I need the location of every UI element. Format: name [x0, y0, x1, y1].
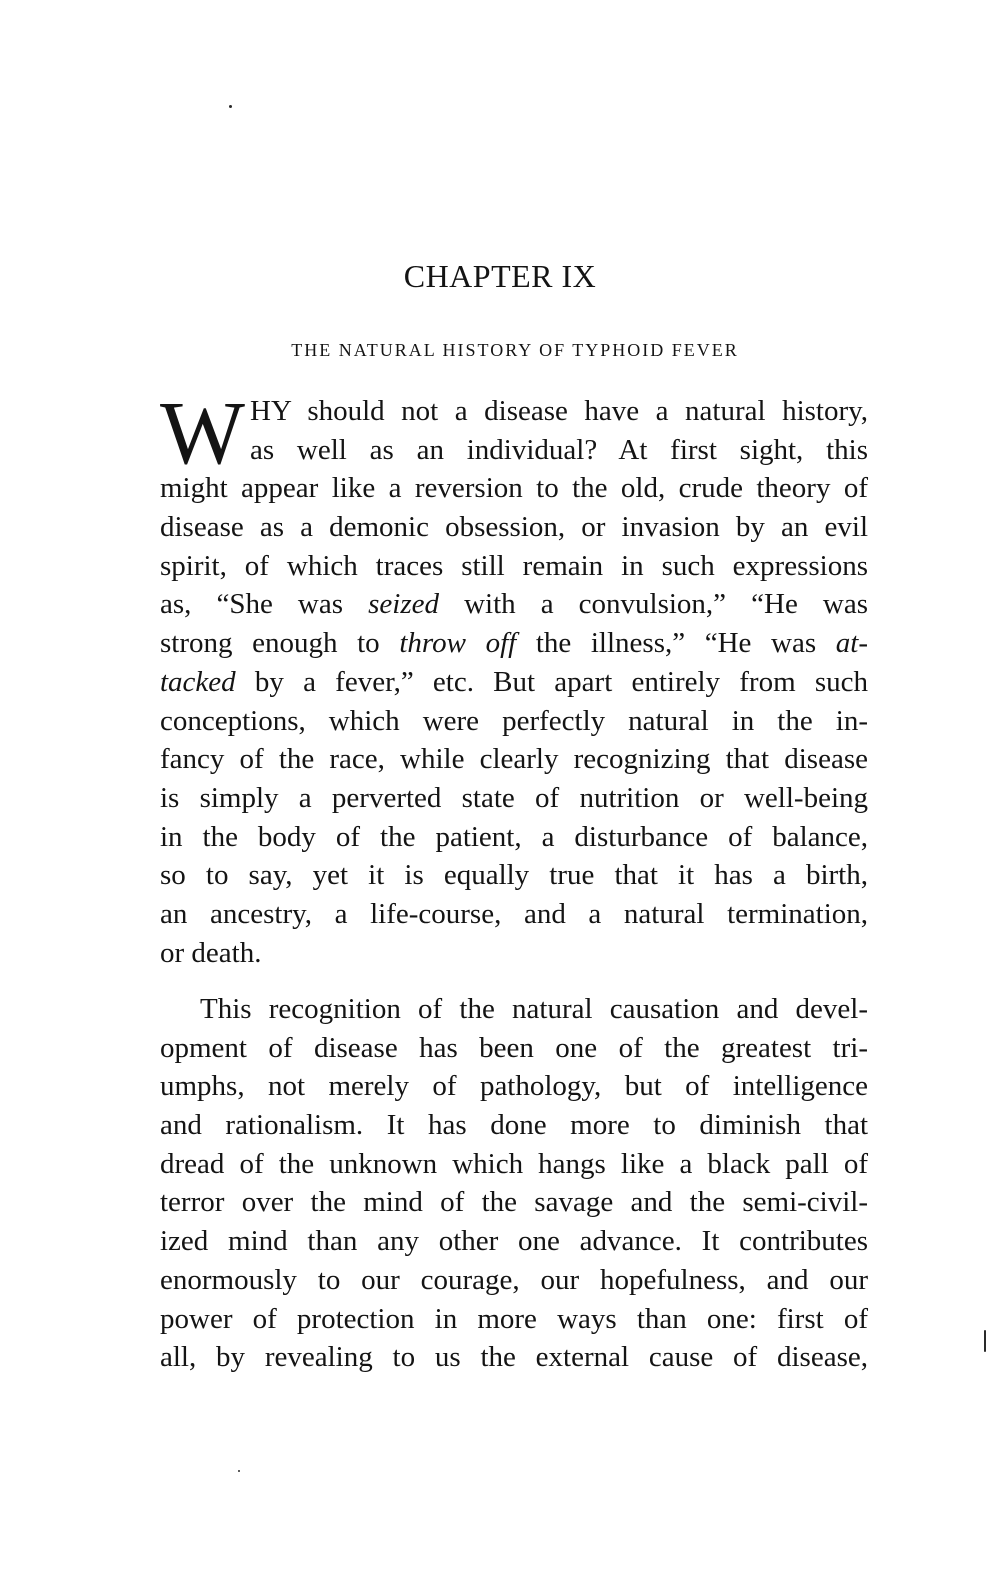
- paragraph-2-line: umphs, not merely of pathology, but of intelligence: [160, 1070, 868, 1103]
- ink-speck: [238, 1470, 240, 1472]
- ink-speck: [229, 105, 232, 108]
- ink-speck: [984, 1330, 986, 1352]
- paragraph-2-line: and rationalism. It has done more to diminish that: [160, 1109, 868, 1142]
- paragraph-2-line: all, by revealing to us the external cause of disease,: [160, 1341, 868, 1374]
- paragraph-1-line: [160, 585, 868, 624]
- italic-word: at-: [835, 627, 868, 660]
- paragraph-1-line: so to say, yet it is equally true that it has a birth,: [160, 859, 868, 892]
- paragraph-2-line: power of protection in more ways than one: first of: [160, 1302, 868, 1335]
- line-segment: strong enough to: [160, 627, 400, 660]
- paragraph-1-line: conceptions, which were perfectly natural in the in-: [160, 704, 868, 737]
- paragraph-2-line: dread of the unknown which hangs like a black pall of: [160, 1147, 868, 1180]
- line-segment: the illness,” “He was: [516, 627, 836, 660]
- chapter-title: CHAPTER IX: [403, 258, 597, 294]
- paragraph-2: [160, 990, 868, 1377]
- paragraph-1-line: might appear like a reversion to the old, crude theory of: [160, 472, 868, 505]
- paragraph-2-line: ized mind than any other one advance. It contributes: [160, 1225, 868, 1258]
- paragraph-1: [160, 392, 868, 972]
- paragraph-1-line: is simply a perverted state of nutrition or well-being: [160, 781, 868, 814]
- chapter-subtitle: THE NATURAL HISTORY OF TYPHOID FEVER: [291, 340, 739, 360]
- paragraph-2-line: opment of disease has been one of the greatest tri-: [160, 1031, 868, 1064]
- paragraph-1-line: [160, 624, 868, 663]
- paragraph-1-line: fancy of the race, while clearly recognizing that disease: [160, 743, 868, 776]
- paragraph-2-line: This recognition of the natural causation and devel-: [200, 993, 868, 1025]
- paragraph-2-line: enormously to our courage, our hopefulness, and our: [160, 1263, 868, 1296]
- paragraph-1-line: [160, 663, 868, 702]
- italic-word: throw off: [399, 627, 517, 660]
- paragraph-1-line: an ancestry, a life-course, and a natural termination,: [160, 897, 868, 930]
- italic-word: tacked: [160, 665, 236, 698]
- line-segment: by a fever,” etc. But apart entirely from such: [235, 665, 868, 698]
- line-segment: with a convulsion,” “He was: [439, 588, 868, 621]
- line-segment: as, “She was: [160, 588, 369, 621]
- paragraph-1-line: disease as a demonic obsession, or invasion by an evil: [160, 511, 868, 544]
- paragraph-1-line: spirit, of which traces still remain in such expressions: [160, 549, 868, 582]
- paragraph-1-line: in the body of the patient, a disturbance of balance,: [160, 820, 868, 853]
- paragraph-1-line: HY should not a disease have a natural history,: [250, 395, 868, 427]
- drop-cap: W: [160, 384, 243, 483]
- italic-word: seized: [368, 588, 439, 621]
- paragraph-1-line: as well as an individual? At first sight, this: [250, 433, 868, 466]
- paragraph-1-line: or death.: [160, 936, 262, 969]
- paragraph-2-line: terror over the mind of the savage and the semi-civil-: [160, 1186, 868, 1219]
